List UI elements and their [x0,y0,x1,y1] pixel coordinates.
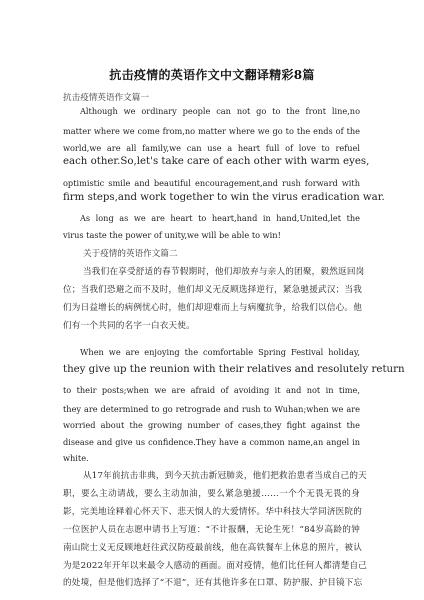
paragraph-line: 们为日益增长的病例忧心时，他们却迎难而上与病魔抗争，给我们以信心。他 [63,303,362,313]
paragraph-line: 当我们在享受舒适的春节假期时，他们却放弃与亲人的团聚，毅然返回岗 [83,267,365,277]
paragraph-line: they give up the reunion with their relatives and resolutely return [63,364,405,375]
paragraph-line: 的处境，但是他们选择了“不退”，还有其他许多在口罩、防护服、护目镜下忘 [63,578,363,588]
paragraph-line: 们有一个共同的名字一白衣天使。 [63,321,195,331]
paragraph-line: to their posts;when we are afraid of avoiding it and not in time, [63,385,360,395]
paragraph-line: they are determined to go retrograde and rush to Wuhan;when we are [63,404,360,414]
paragraph-line: each other.So,let's take care of each other with warm eyes, [63,156,370,167]
paragraph-line: firm steps,and work together to win the virus eradication war. [63,192,385,203]
paragraph-line: 南山院士义无反顾地赶往武汉防疫最前线，他在高铁餐车上休息的照片，被认 [63,543,362,553]
paragraph-line: 位；当我们恐避之而不及时，他们却义无反顾选择逆行，紧急驰援武汉；当我 [63,285,362,295]
paragraph-line: matter where we come from,no matter where we go to the ends of the [63,126,360,136]
paragraph-line: world,we are all family,we can use a heart full of love to refuel [63,143,360,153]
section-heading-1: 抗击疫情英语作文篇一 [63,93,149,103]
paragraph-line: 影，完美地诠释着心怀天下、悲天悯人的大爱情怀。华中科技大学同济医院的 [63,507,362,517]
paragraph-line: white. [63,453,89,463]
paragraph-line: 一位医护人员在志愿申请书上写道：“不计报酬，无论生死！”84岁高龄的钟 [63,525,360,535]
paragraph-line: 职，要么主动请战，要么主动加油，要么紧急驰援……一个个无畏无畏的身 [63,489,360,499]
paragraph-line: As long as we are heart to heart,hand in hand,United,let the [80,213,360,223]
paragraph-line: When we are enjoying the comfortable Spring Festival holiday, [80,347,360,357]
paragraph-line: 从17年前抗击非典，到今天抗击新冠肺炎，他们把救治患者当成自己的天 [83,471,367,481]
paragraph-line: 为是2022年开年以来最令人感动的画面。面对疫情，他们比任何人都清楚自己 [63,561,368,571]
document-title: 抗击疫情的英语作文中文翻译精彩8篇 [109,68,315,82]
paragraph-line: disease and give us confidence.They have a common name,an angel in [63,437,360,447]
paragraph-line: Although we ordinary people can not go to the front line,no [80,106,360,116]
paragraph-line: virus taste the power of unity,we will be able to win! [63,230,281,240]
section-heading-2: 关于疫情的英语作文篇二 [83,249,178,259]
paragraph-line: optimistic smile and beautiful encouragement,and rush forward with [63,178,360,188]
paragraph-line: worried about the growing number of cases,they fight against the [63,420,360,430]
